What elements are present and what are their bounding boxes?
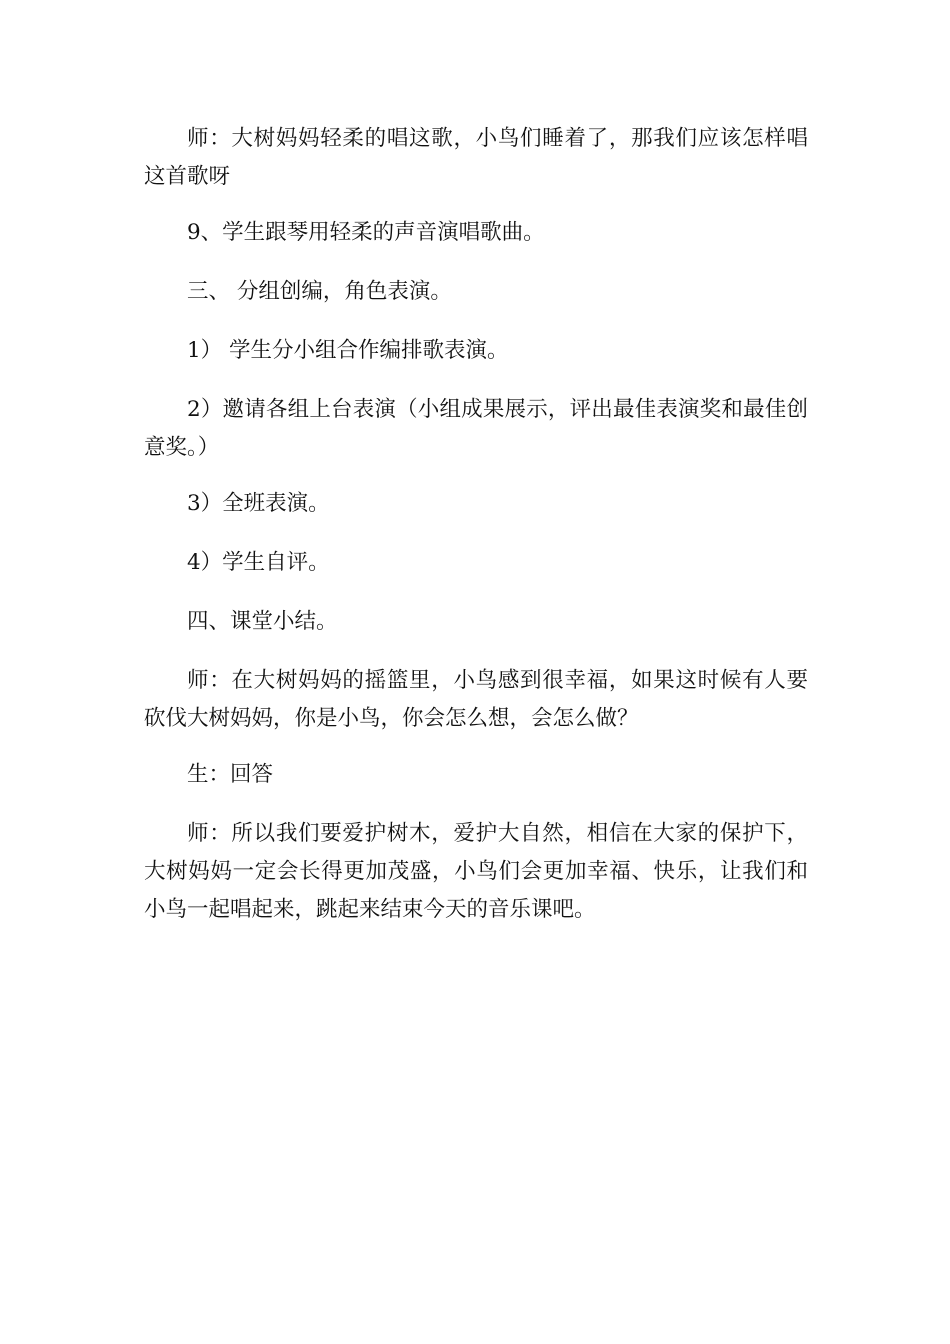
paragraph-teacher-conclusion: 师：所以我们要爱护树木，爱护大自然，相信在大家的保护下，大树妈妈一定会长得更加茂盛，小鸟们会更加幸福、快乐，让我们和小鸟一起唱起来，跳起来结束今天的音乐课吧。 [144,821,808,922]
paragraph-item-2: 2）邀请各组上台表演（小组成果展示，评出最佳表演奖和最佳创意奖。） [144,397,808,460]
paragraph-item-4: 4）学生自评。 [187,550,330,575]
paragraph-item-3: 3）全班表演。 [187,491,330,516]
section-heading-four: 四、课堂小结。 [187,609,338,634]
document-page [144,120,808,947]
paragraph-teacher-scenario: 师：在大树妈妈的摇篮里，小鸟感到很幸福，如果这时候有人要砍伐大树妈妈，你是小鸟，你会怎么想，会怎么做？ [144,668,808,731]
paragraph-item-1: 1） 学生分小组合作编排歌表演。 [187,338,509,363]
section-heading-three: 三、 分组创编，角色表演。 [187,279,452,304]
paragraph-step-9: 9、学生跟琴用轻柔的声音演唱歌曲。 [187,220,545,245]
paragraph-student-answer: 生：回答 [187,762,274,787]
paragraph-teacher-question: 师：大树妈妈轻柔的唱这歌，小鸟们睡着了，那我们应该怎样唱这首歌呀 [144,126,808,189]
